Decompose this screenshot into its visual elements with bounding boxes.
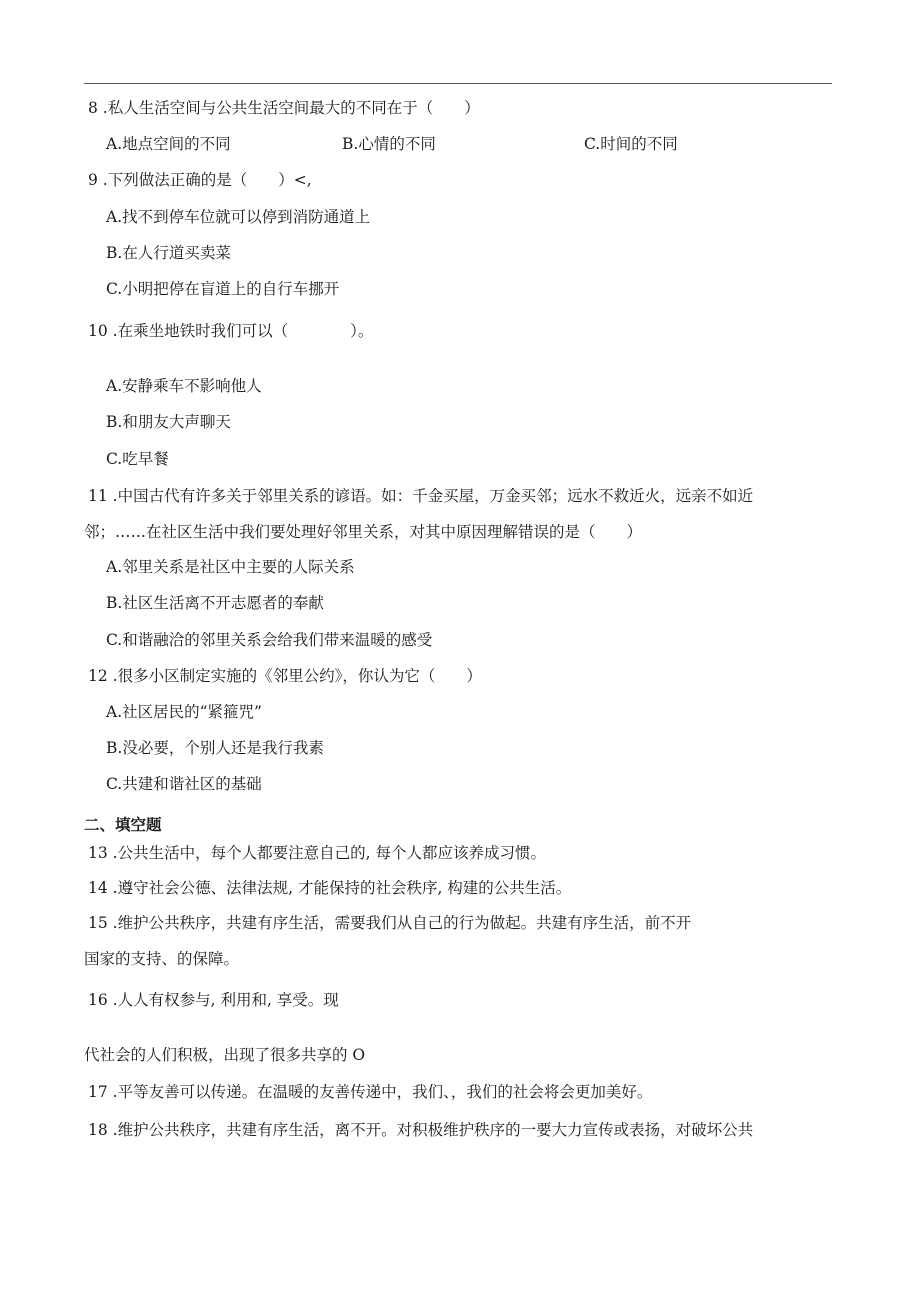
question-text: .公共生活中，每个人都要注意自己的, 每个人都应该养成习惯。 bbox=[107, 844, 546, 862]
question-text: .在乘坐地铁时我们可以（ ）。 bbox=[107, 322, 374, 340]
question-12 bbox=[88, 666, 482, 686]
question-text: .中国古代有许多关于邻里关系的谚语。如：千金买屋，万金买邻；远水不救近火，远亲不如近 bbox=[107, 487, 754, 505]
question-text: .维护公共秩序，共建有序生活，离不开。对积极维护秩序的一要大力宣传或表扬，对破坏公共 bbox=[107, 1121, 754, 1139]
option-c: C.和谐融洽的邻里关系会给我们带来温暖的感受 bbox=[106, 631, 433, 649]
question-text: .遵守社会公德、法律法规, 才能保持的社会秩序, 构建的公共生活。 bbox=[107, 879, 572, 897]
option-c: C.小明把停在盲道上的自行车挪开 bbox=[106, 280, 340, 298]
question-number: 11 bbox=[88, 487, 108, 505]
question-number: 18 bbox=[88, 1121, 108, 1139]
question-16-continued: 代社会的人们积极，出现了很多共享的 O bbox=[84, 1046, 366, 1064]
question-11-continued: 邻；……在社区生活中我们要处理好邻里关系，对其中原因理解错误的是（ ） bbox=[84, 523, 643, 541]
question-number: 9 bbox=[88, 171, 98, 189]
question-number: 10 bbox=[88, 322, 108, 340]
question-18 bbox=[88, 1120, 753, 1140]
question-13 bbox=[88, 843, 546, 863]
question-text: .人人有权参与, 利用和, 享受。现 bbox=[107, 991, 339, 1009]
question-number: 16 bbox=[88, 991, 108, 1009]
question-number: 12 bbox=[88, 667, 108, 685]
question-text: .私人生活空间与公共生活空间最大的不同在于（ ） bbox=[97, 99, 480, 117]
question-number: 15 bbox=[88, 914, 108, 932]
question-15-continued: 国家的支持、的保障。 bbox=[84, 950, 240, 968]
question-number: 8 bbox=[88, 99, 98, 117]
option-a: A.安静乘车不影响他人 bbox=[106, 377, 262, 395]
question-text: .平等友善可以传递。在温暖的友善传递中，我们、，我们的社会将会更加美好。 bbox=[107, 1083, 653, 1101]
question-text: .下列做法正确的是（ ）<, bbox=[97, 171, 312, 189]
option-a: A.地点空间的不同 bbox=[106, 135, 231, 153]
header-rule bbox=[84, 83, 832, 84]
option-a: A.邻里关系是社区中主要的人际关系 bbox=[106, 558, 355, 576]
option-c: C.时间的不同 bbox=[584, 135, 678, 153]
question-text: .维护公共秩序，共建有序生活，需要我们从自己的行为做起。共建有序生活，前不开 bbox=[107, 914, 692, 932]
question-14 bbox=[88, 878, 571, 898]
question-10 bbox=[88, 321, 373, 341]
section-heading: 二、填空题 bbox=[84, 816, 162, 834]
option-b: B.社区生活离不开志愿者的奉献 bbox=[106, 594, 324, 612]
option-b: B.心情的不同 bbox=[342, 135, 436, 153]
option-b: B.和朋友大声聊天 bbox=[106, 413, 231, 431]
option-c: C.共建和谐社区的基础 bbox=[106, 775, 262, 793]
question-9 bbox=[88, 170, 312, 190]
option-a: A.找不到停车位就可以停到消防通道上 bbox=[106, 208, 371, 226]
question-17 bbox=[88, 1082, 652, 1102]
question-11 bbox=[88, 486, 753, 506]
question-number: 17 bbox=[88, 1083, 108, 1101]
option-a: A.社区居民的“紧箍咒” bbox=[106, 703, 262, 721]
option-b: B.没必要，个别人还是我行我素 bbox=[106, 739, 324, 757]
question-15 bbox=[88, 913, 691, 933]
question-text: .很多小区制定实施的《邻里公约》，你认为它（ ） bbox=[107, 667, 482, 685]
option-b: B.在人行道买卖菜 bbox=[106, 244, 231, 262]
question-number: 14 bbox=[88, 879, 108, 897]
question-number: 13 bbox=[88, 844, 108, 862]
question-16 bbox=[88, 990, 339, 1010]
question-8 bbox=[88, 98, 480, 118]
option-c: C.吃早餐 bbox=[106, 450, 169, 468]
